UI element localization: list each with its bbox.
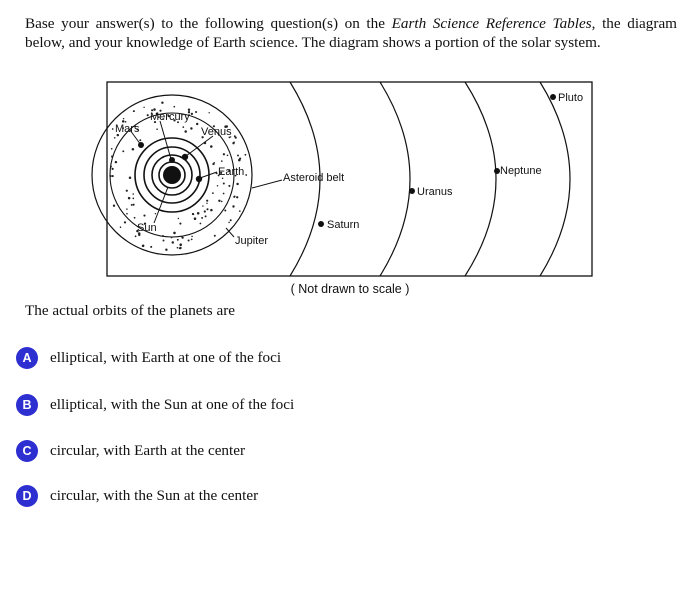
saturn-planet [318, 221, 324, 227]
asteroid-dot [143, 215, 145, 217]
asteroid-dot [223, 182, 225, 184]
asteroid-dot [150, 246, 152, 248]
label-neptune: Neptune [500, 165, 542, 177]
asteroid-dot [227, 154, 229, 156]
asteroid-dot [135, 235, 137, 237]
asteroid-dot [195, 111, 197, 113]
sun-body [163, 166, 181, 184]
asteroid-dot [112, 128, 114, 130]
asteroid-dot [213, 162, 215, 164]
asteroid-dot [236, 183, 238, 185]
asteroid-dot [155, 213, 156, 214]
option-a-badge: A [16, 347, 38, 369]
asteroid-dot [111, 155, 113, 157]
asteroid-dot [124, 221, 126, 223]
asteroid-dot [244, 154, 246, 156]
asteroid-dot [173, 232, 176, 235]
asteroid-dot [173, 106, 175, 108]
asteroid-dot [172, 241, 174, 243]
asteroid-dot [236, 196, 238, 198]
asteroid-dot [245, 174, 247, 176]
label-earth: Earth [218, 166, 245, 178]
asteroid-dot [132, 193, 134, 195]
asteroid-dot [205, 215, 207, 217]
asteroid-dot [197, 212, 200, 215]
asteroid-dot [224, 210, 226, 212]
label-jupiter: Jupiter [235, 235, 269, 247]
asteroid-dot [238, 159, 241, 162]
asteroid-dot [128, 197, 131, 200]
asteroid-dot [223, 153, 225, 155]
asteroid-dot [177, 239, 179, 241]
asteroid-dot [234, 196, 236, 198]
asteroid-dot [131, 204, 133, 206]
option-c-text: circular, with Earth at the center [50, 442, 246, 459]
asteroid-dot [208, 112, 209, 113]
asteroid-dot [182, 126, 184, 128]
asteroid-dot [232, 205, 234, 207]
asteroid-dot [109, 175, 111, 177]
asteroid-dot [221, 160, 223, 162]
asteroid-dot [133, 110, 135, 112]
asteroid-dot [217, 185, 219, 187]
asteroid-dot [235, 136, 237, 138]
asteroid-dot [120, 226, 122, 228]
asteroid-dot [188, 239, 190, 241]
asteroid-dot [133, 204, 135, 206]
asteroid-dot [212, 192, 214, 194]
label-mercury: Mercury [150, 111, 190, 123]
asteroid-dot [163, 240, 165, 242]
label-uranus: Uranus [417, 186, 453, 198]
uranus-planet [409, 188, 415, 194]
asteroid-dot [143, 107, 144, 108]
label-saturn: Saturn [327, 219, 360, 231]
asteroid-dot [218, 200, 220, 202]
asteroid-dot [228, 222, 230, 224]
label-venus: Venus [201, 126, 232, 138]
asteroid-dot [126, 213, 128, 215]
not-to-scale-caption: ( Not drawn to scale ) [290, 282, 410, 296]
asteroid-dot [134, 217, 136, 219]
asteroid-dot [147, 114, 149, 116]
asteroid-dot [191, 236, 193, 238]
asteroid-dot [200, 223, 202, 225]
option-a-text: elliptical, with Earth at one of the foci [50, 349, 282, 366]
earth-planet [196, 176, 202, 182]
mercury-planet [169, 157, 175, 163]
stem-part-1: Base your answer(s) to the following question(s) on the [25, 15, 392, 32]
asteroid-dot [191, 239, 193, 241]
label-asteroid-belt: Asteroid belt [283, 172, 345, 184]
asteroid-dot [210, 209, 213, 212]
asteroid-dot [142, 245, 145, 248]
asteroid-dot [113, 205, 115, 207]
asteroid-dot [179, 247, 181, 249]
asteroid-dot [201, 217, 203, 219]
asteroid-dot [129, 177, 132, 180]
stem-part-2: , the diagram below, and your knowledge of Earth science. The diagram shows a portion of the solar system. [25, 15, 677, 51]
asteroid-dot [179, 243, 182, 246]
asteroid-dot [177, 247, 179, 249]
asteroid-dot [171, 237, 173, 239]
asteroid-dot [214, 235, 216, 237]
asteroid-dot [165, 248, 167, 250]
asteroid-dot [132, 148, 135, 151]
asteroid-dot [230, 219, 232, 221]
asteroid-dot [111, 148, 113, 150]
reference-tables-title: Earth Science Reference Tables [391, 15, 592, 32]
asteroid-dot [196, 123, 198, 125]
asteroid-dot [179, 223, 181, 225]
pluto-planet [550, 94, 556, 100]
asteroid-dot [191, 113, 193, 115]
asteroid-dot [161, 101, 163, 103]
asteroid-dot [126, 190, 128, 192]
asteroid-dot [184, 130, 187, 133]
asteroid-dot [239, 210, 241, 212]
label-mars: Mars [115, 123, 140, 135]
asteroid-dot [139, 139, 141, 141]
asteroid-dot [111, 168, 113, 170]
asteroid-dot [206, 208, 208, 210]
asteroid-dot [223, 193, 225, 195]
asteroid-dot [112, 175, 114, 177]
asteroid-dot [237, 155, 239, 157]
asteroid-dot [182, 237, 184, 239]
asteroid-dot [162, 235, 164, 237]
option-c-badge: C [16, 440, 38, 462]
asteroid-dot [122, 150, 124, 152]
asteroid-dot [206, 203, 207, 204]
option-d-text: circular, with the Sun at the center [50, 487, 259, 504]
label-pluto: Pluto [558, 92, 584, 104]
asteroid-dot [228, 185, 230, 187]
asteroid-dot [232, 142, 234, 144]
label-sun: Sun [137, 222, 157, 234]
asteroid-dot [110, 166, 112, 168]
question-text: The actual orbits of the planets are [25, 302, 236, 319]
asteroid-dot [202, 205, 203, 206]
answer-option-d[interactable] [16, 483, 258, 509]
asteroid-dot [192, 213, 194, 215]
asteroid-dot [206, 200, 208, 202]
asteroid-dot [123, 118, 124, 119]
asteroid-dot [204, 210, 206, 212]
asteroid-dot [221, 201, 223, 203]
option-b-badge: B [16, 394, 38, 416]
option-b-text: elliptical, with the Sun at one of the foci [50, 396, 295, 413]
asteroid-dot [114, 137, 116, 139]
answer-option-b[interactable] [16, 392, 294, 418]
asteroid-dot [156, 128, 158, 130]
asteroid-dot [178, 218, 179, 219]
asteroid-dot [132, 198, 134, 200]
asteroid-dot [115, 161, 117, 163]
option-d-badge: D [16, 485, 38, 507]
asteroid-dot [126, 208, 127, 209]
asteroid-dot [210, 145, 213, 148]
asteroid-dot [194, 217, 197, 220]
asteroid-dot [190, 127, 192, 129]
answer-option-a[interactable] [16, 345, 281, 371]
answer-option-c[interactable] [16, 438, 245, 464]
